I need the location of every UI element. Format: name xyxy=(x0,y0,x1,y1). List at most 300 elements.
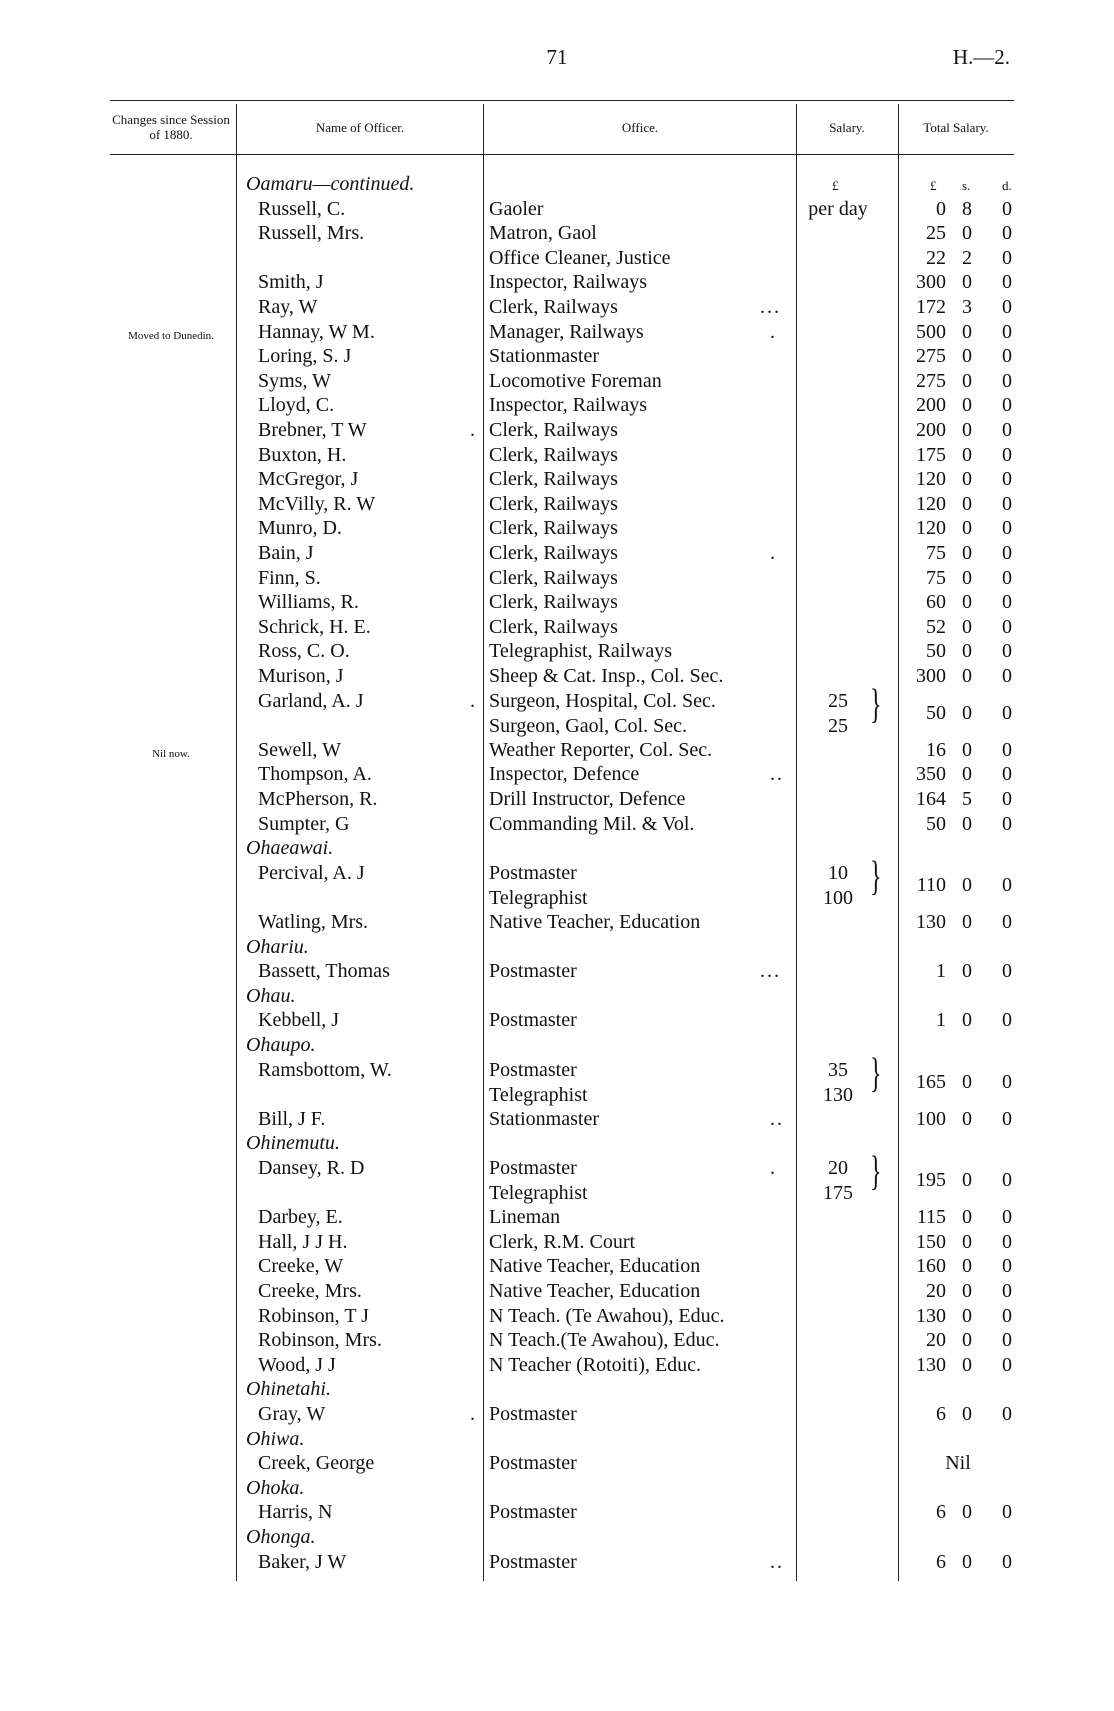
officer-name: Thompson, A. xyxy=(258,763,372,785)
total-shillings: 0 xyxy=(962,271,972,293)
place-name: Ohoka. xyxy=(246,1477,305,1499)
officer-name: Creeke, Mrs. xyxy=(258,1280,362,1302)
office-title: N Teacher (Rotoiti), Educ. xyxy=(489,1354,702,1376)
total-shillings: 0 xyxy=(962,1255,972,1277)
office-title: Matron, Gaol xyxy=(489,222,597,244)
officer-name: McGregor, J xyxy=(258,468,359,490)
total-pence: 0 xyxy=(1002,911,1012,933)
total-pounds: 50 xyxy=(926,702,946,724)
officer-row xyxy=(0,812,1114,836)
total-pounds: 160 xyxy=(916,1255,946,1277)
total-pounds: 6 xyxy=(936,1403,946,1425)
total-pounds: 350 xyxy=(916,763,946,785)
salary-value: per day xyxy=(808,198,868,220)
officer-name: Watling, Mrs. xyxy=(258,911,369,933)
office-title: Clerk, Railways xyxy=(489,468,618,490)
leader-dots: . xyxy=(470,690,477,712)
total-pence: 0 xyxy=(1002,874,1012,896)
officer-row xyxy=(0,566,1114,590)
total-pounds: 150 xyxy=(916,1231,946,1253)
place-heading xyxy=(0,935,1114,959)
change-note: Nil now. xyxy=(152,748,190,760)
officer-name: Harris, N xyxy=(258,1501,333,1523)
officer-name: Ray, W xyxy=(258,296,318,318)
total-pence: 0 xyxy=(1002,1354,1012,1376)
officer-row xyxy=(0,787,1114,811)
office-title: Clerk, Railways xyxy=(489,616,618,638)
officer-row xyxy=(0,855,1114,910)
office-title: Clerk, Railways xyxy=(489,567,618,589)
officer-row xyxy=(0,1402,1114,1426)
salary-value: 20 xyxy=(828,1157,848,1179)
officer-name: Syms, W xyxy=(258,370,331,392)
total-pence: 0 xyxy=(1002,739,1012,761)
units-total-s: s. xyxy=(962,178,971,193)
office-title: Telegraphist xyxy=(489,887,588,909)
header-rule-top xyxy=(110,100,1014,101)
total-pounds: 200 xyxy=(916,419,946,441)
officer-name: Brebner, T W xyxy=(258,419,367,441)
officer-row xyxy=(0,1254,1114,1278)
brace-icon: } xyxy=(870,683,882,728)
total-shillings: 0 xyxy=(962,1169,972,1191)
total-pence: 0 xyxy=(1002,616,1012,638)
place-heading xyxy=(0,1131,1114,1155)
officer-name: Williams, R. xyxy=(258,591,359,613)
total-pence: 0 xyxy=(1002,813,1012,835)
total-pence: 0 xyxy=(1002,1551,1012,1573)
salary-value: 100 xyxy=(823,887,853,909)
total-shillings: 0 xyxy=(962,1501,972,1523)
page-number: 71 xyxy=(546,45,568,69)
place-name: Ohonga. xyxy=(246,1526,316,1548)
total-pounds: 300 xyxy=(916,271,946,293)
total-pounds: 164 xyxy=(916,788,946,810)
total-pence: 0 xyxy=(1002,1305,1012,1327)
salary-value: 25 xyxy=(828,690,848,712)
total-shillings: 0 xyxy=(962,542,972,564)
office-title: Sheep & Cat. Insp., Col. Sec. xyxy=(489,665,724,687)
total-shillings: 0 xyxy=(962,874,972,896)
officer-name: Munro, D. xyxy=(258,517,342,539)
office-title: Telegraphist, Railways xyxy=(489,640,672,662)
officer-row xyxy=(0,1328,1114,1352)
officer-name: Wood, J J xyxy=(258,1354,336,1376)
office-title: Clerk, Railways xyxy=(489,517,618,539)
total-shillings: 2 xyxy=(962,247,972,269)
office-title: Postmaster xyxy=(489,1403,577,1425)
total-shillings: 0 xyxy=(962,591,972,613)
total-pounds: 50 xyxy=(926,813,946,835)
total-pence: 0 xyxy=(1002,1009,1012,1031)
total-pence: 0 xyxy=(1002,960,1012,982)
total-shillings: 0 xyxy=(962,665,972,687)
total-pence: 0 xyxy=(1002,1329,1012,1351)
officer-name: Schrick, H. E. xyxy=(258,616,371,638)
office-title: Native Teacher, Education xyxy=(489,911,701,933)
officer-row xyxy=(0,221,1114,245)
brace-icon: } xyxy=(870,1150,882,1195)
officer-name: Smith, J xyxy=(258,271,324,293)
officer-name: Gray, W xyxy=(258,1403,326,1425)
office-title: Native Teacher, Education xyxy=(489,1255,701,1277)
officer-name: Hannay, W M. xyxy=(258,321,375,343)
total-pence: 0 xyxy=(1002,345,1012,367)
total-pence: 0 xyxy=(1002,419,1012,441)
total-shillings: 0 xyxy=(962,813,972,835)
total-nil: Nil xyxy=(945,1452,971,1474)
officer-name: Loring, S. J xyxy=(258,345,352,367)
total-shillings: 0 xyxy=(962,1009,972,1031)
officer-row xyxy=(0,590,1114,614)
officer-name: Ross, C. O. xyxy=(258,640,350,662)
office-title: Manager, Railways xyxy=(489,321,644,343)
place-heading xyxy=(0,984,1114,1008)
place-heading xyxy=(0,1377,1114,1401)
total-pounds: 75 xyxy=(926,542,946,564)
total-shillings: 0 xyxy=(962,702,972,724)
total-shillings: 0 xyxy=(962,640,972,662)
officer-name: Robinson, Mrs. xyxy=(258,1329,382,1351)
brace-icon: } xyxy=(870,855,882,900)
officer-row xyxy=(0,1279,1114,1303)
total-shillings: 0 xyxy=(962,911,972,933)
officer-name: Bill, J F. xyxy=(258,1108,326,1130)
officer-row xyxy=(0,639,1114,663)
officer-row xyxy=(0,1230,1114,1254)
office-title: Drill Instructor, Defence xyxy=(489,788,686,810)
officer-row xyxy=(0,393,1114,417)
total-pence: 0 xyxy=(1002,640,1012,662)
leader-dots: .. xyxy=(770,1551,784,1573)
officer-row xyxy=(0,467,1114,491)
office-title: N Teach.(Te Awahou), Educ. xyxy=(489,1329,720,1351)
total-shillings: 0 xyxy=(962,444,972,466)
leader-dots: . xyxy=(770,1157,777,1179)
office-title: Commanding Mil. & Vol. xyxy=(489,813,695,835)
office-title: Inspector, Railways xyxy=(489,394,648,416)
officer-row xyxy=(0,270,1114,294)
header-name: Name of Officer. xyxy=(315,120,405,135)
total-shillings: 0 xyxy=(962,1403,972,1425)
total-pence: 0 xyxy=(1002,1280,1012,1302)
total-pence: 0 xyxy=(1002,370,1012,392)
officer-name: Sewell, W xyxy=(258,739,341,761)
total-pounds: 60 xyxy=(926,591,946,613)
total-pence: 0 xyxy=(1002,222,1012,244)
leader-dots: . xyxy=(470,419,477,441)
officer-row xyxy=(0,1205,1114,1229)
total-pence: 0 xyxy=(1002,1108,1012,1130)
total-shillings: 0 xyxy=(962,1551,972,1573)
officer-row xyxy=(0,683,1114,738)
salary-value: 10 xyxy=(828,862,848,884)
total-shillings: 0 xyxy=(962,1305,972,1327)
officer-name: Creek, George xyxy=(258,1452,375,1474)
office-title: Stationmaster xyxy=(489,1108,599,1130)
section-code: H.—2. xyxy=(952,45,1010,69)
total-pounds: 175 xyxy=(916,444,946,466)
change-note: Moved to Dunedin. xyxy=(128,330,214,342)
place-heading xyxy=(0,836,1114,860)
units-total-d: d. xyxy=(1002,178,1012,193)
total-pence: 0 xyxy=(1002,271,1012,293)
total-shillings: 0 xyxy=(962,370,972,392)
total-pounds: 6 xyxy=(936,1501,946,1523)
office-title: Postmaster xyxy=(489,1009,577,1031)
officer-row xyxy=(0,320,1114,344)
office-title: Office Cleaner, Justice xyxy=(489,247,671,269)
office-title: Surgeon, Gaol, Col. Sec. xyxy=(489,715,687,737)
office-title: Postmaster xyxy=(489,1452,577,1474)
officer-name: Dansey, R. D xyxy=(258,1157,365,1179)
officer-row xyxy=(0,1150,1114,1205)
office-title: Postmaster xyxy=(489,960,577,982)
header-office: Office. xyxy=(621,120,659,135)
total-shillings: 0 xyxy=(962,616,972,638)
total-shillings: 0 xyxy=(962,1108,972,1130)
office-title: Gaoler xyxy=(489,198,544,220)
officer-row xyxy=(0,541,1114,565)
officer-row xyxy=(0,344,1114,368)
total-pounds: 25 xyxy=(926,222,946,244)
leader-dots: .. xyxy=(770,763,784,785)
total-pence: 0 xyxy=(1002,591,1012,613)
total-pounds: 100 xyxy=(916,1108,946,1130)
total-pounds: 6 xyxy=(936,1551,946,1573)
place-name: Ohau. xyxy=(246,985,296,1007)
total-pence: 0 xyxy=(1002,1403,1012,1425)
salary-value: 35 xyxy=(828,1059,848,1081)
place-name: Ohaupo. xyxy=(246,1034,316,1056)
total-pence: 0 xyxy=(1002,468,1012,490)
total-pence: 0 xyxy=(1002,1231,1012,1253)
officer-row xyxy=(0,1052,1114,1107)
officer-row xyxy=(0,1304,1114,1328)
officer-name: Garland, A. J xyxy=(258,690,364,712)
office-title: Clerk, R.M. Court xyxy=(489,1231,636,1253)
total-shillings: 0 xyxy=(962,419,972,441)
officer-name: Kebbell, J xyxy=(258,1009,340,1031)
leader-dots: ... xyxy=(760,960,781,982)
officer-name: McVilly, R. W xyxy=(258,493,376,515)
total-pounds: 300 xyxy=(916,665,946,687)
officer-name: Russell, Mrs. xyxy=(258,222,365,244)
total-pence: 0 xyxy=(1002,247,1012,269)
total-pounds: 0 xyxy=(936,198,946,220)
salary-value: 130 xyxy=(823,1084,853,1106)
office-title: Postmaster xyxy=(489,1157,577,1179)
total-pence: 0 xyxy=(1002,542,1012,564)
total-shillings: 0 xyxy=(962,1280,972,1302)
officer-row xyxy=(0,246,1114,270)
leader-dots: .. xyxy=(770,1108,784,1130)
total-shillings: 8 xyxy=(962,198,972,220)
office-title: Clerk, Railways xyxy=(489,591,618,613)
officer-row xyxy=(0,615,1114,639)
office-title: Clerk, Railways xyxy=(489,419,618,441)
total-shillings: 0 xyxy=(962,1071,972,1093)
total-pence: 0 xyxy=(1002,702,1012,724)
total-pence: 0 xyxy=(1002,665,1012,687)
total-shillings: 0 xyxy=(962,517,972,539)
total-pounds: 75 xyxy=(926,567,946,589)
officer-name: Darbey, E. xyxy=(258,1206,343,1228)
total-pounds: 1 xyxy=(936,960,946,982)
officer-row xyxy=(0,369,1114,393)
officer-row xyxy=(0,295,1114,319)
total-pounds: 165 xyxy=(916,1071,946,1093)
office-title: Postmaster xyxy=(489,862,577,884)
officer-row xyxy=(0,443,1114,467)
officer-name: Russell, C. xyxy=(258,198,346,220)
total-pounds: 1 xyxy=(936,1009,946,1031)
officer-name: McPherson, R. xyxy=(258,788,378,810)
total-pence: 0 xyxy=(1002,1169,1012,1191)
officer-row xyxy=(0,1451,1114,1475)
total-pounds: 52 xyxy=(926,616,946,638)
total-shillings: 0 xyxy=(962,394,972,416)
total-shillings: 5 xyxy=(962,788,972,810)
total-pounds: 500 xyxy=(916,321,946,343)
place-heading xyxy=(0,1033,1114,1057)
office-title: Clerk, Railways xyxy=(489,296,618,318)
officer-name: Buxton, H. xyxy=(258,444,347,466)
leader-dots: . xyxy=(770,542,777,564)
place-name: Oamaru—continued. xyxy=(246,173,415,195)
place-name: Ohinetahi. xyxy=(246,1378,331,1400)
place-name: Ohiwa. xyxy=(246,1428,305,1450)
leader-dots: . xyxy=(470,1403,477,1425)
total-pounds: 130 xyxy=(916,1354,946,1376)
officer-row xyxy=(0,762,1114,786)
officer-row xyxy=(0,738,1114,762)
total-pence: 0 xyxy=(1002,493,1012,515)
header-total: Total Salary. xyxy=(923,120,989,135)
officer-row xyxy=(0,1008,1114,1032)
place-heading xyxy=(0,1476,1114,1500)
officer-name: Bassett, Thomas xyxy=(258,960,390,982)
officer-row xyxy=(0,197,1114,221)
officer-name: Baker, J W xyxy=(258,1551,347,1573)
total-pounds: 22 xyxy=(926,247,946,269)
office-title: Clerk, Railways xyxy=(489,444,618,466)
total-shillings: 3 xyxy=(962,296,972,318)
total-pounds: 172 xyxy=(916,296,946,318)
total-pence: 0 xyxy=(1002,394,1012,416)
place-name: Ohaeawai. xyxy=(246,837,334,859)
total-pence: 0 xyxy=(1002,567,1012,589)
officer-name: Ramsbottom, W. xyxy=(258,1059,392,1081)
place-name: Ohinemutu. xyxy=(246,1132,340,1154)
total-pounds: 115 xyxy=(916,1206,946,1228)
units-total-pounds: £ xyxy=(930,178,937,193)
officer-row xyxy=(0,1353,1114,1377)
total-shillings: 0 xyxy=(962,960,972,982)
total-pounds: 195 xyxy=(916,1169,946,1191)
total-pounds: 120 xyxy=(916,517,946,539)
total-shillings: 0 xyxy=(962,763,972,785)
office-title: N Teach. (Te Awahou), Educ. xyxy=(489,1305,725,1327)
total-pence: 0 xyxy=(1002,1206,1012,1228)
office-title: Postmaster xyxy=(489,1551,577,1573)
total-pence: 0 xyxy=(1002,763,1012,785)
place-heading xyxy=(0,172,1114,196)
total-shillings: 0 xyxy=(962,1206,972,1228)
total-pounds: 20 xyxy=(926,1329,946,1351)
office-title: Postmaster xyxy=(489,1059,577,1081)
office-title: Stationmaster xyxy=(489,345,599,367)
officer-row xyxy=(0,1500,1114,1524)
total-pounds: 16 xyxy=(926,739,946,761)
officer-name: Percival, A. J xyxy=(258,862,365,884)
officer-name: Bain, J xyxy=(258,542,314,564)
place-heading xyxy=(0,1525,1114,1549)
total-shillings: 0 xyxy=(962,1354,972,1376)
officer-name: Robinson, T J xyxy=(258,1305,369,1327)
office-title: Clerk, Railways xyxy=(489,493,618,515)
total-pence: 0 xyxy=(1002,788,1012,810)
office-title: Weather Reporter, Col. Sec. xyxy=(489,739,713,761)
total-pounds: 130 xyxy=(916,911,946,933)
total-pounds: 275 xyxy=(916,345,946,367)
officer-name: Finn, S. xyxy=(258,567,321,589)
office-title: Inspector, Defence xyxy=(489,763,640,785)
officer-row xyxy=(0,516,1114,540)
total-shillings: 0 xyxy=(962,321,972,343)
office-title: Lineman xyxy=(489,1206,561,1228)
officer-row xyxy=(0,1550,1114,1574)
officer-row xyxy=(0,418,1114,442)
officer-row xyxy=(0,910,1114,934)
total-pounds: 20 xyxy=(926,1280,946,1302)
office-title: Inspector, Railways xyxy=(489,271,648,293)
salary-value: 175 xyxy=(823,1182,853,1204)
total-pence: 0 xyxy=(1002,321,1012,343)
total-pounds: 200 xyxy=(916,394,946,416)
leader-dots: ... xyxy=(760,296,781,318)
salary-value: 25 xyxy=(828,715,848,737)
total-shillings: 0 xyxy=(962,345,972,367)
officer-row xyxy=(0,492,1114,516)
total-shillings: 0 xyxy=(962,1329,972,1351)
units-salary: £ xyxy=(832,178,839,193)
total-shillings: 0 xyxy=(962,493,972,515)
officer-name: Creeke, W xyxy=(258,1255,344,1277)
total-pounds: 130 xyxy=(916,1305,946,1327)
office-title: Telegraphist xyxy=(489,1084,588,1106)
total-pence: 0 xyxy=(1002,198,1012,220)
officer-name: Sumpter, G xyxy=(258,813,350,835)
total-pounds: 120 xyxy=(916,493,946,515)
officer-row xyxy=(0,664,1114,688)
office-title: Native Teacher, Education xyxy=(489,1280,701,1302)
office-title: Clerk, Railways xyxy=(489,542,618,564)
total-shillings: 0 xyxy=(962,739,972,761)
total-pounds: 275 xyxy=(916,370,946,392)
total-pence: 0 xyxy=(1002,1501,1012,1523)
place-name: Ohariu. xyxy=(246,936,309,958)
total-pence: 0 xyxy=(1002,444,1012,466)
officer-row xyxy=(0,959,1114,983)
total-shillings: 0 xyxy=(962,1231,972,1253)
total-shillings: 0 xyxy=(962,222,972,244)
total-pence: 0 xyxy=(1002,517,1012,539)
office-title: Telegraphist xyxy=(489,1182,588,1204)
total-pounds: 110 xyxy=(916,874,946,896)
office-title: Surgeon, Hospital, Col. Sec. xyxy=(489,690,716,712)
officer-row xyxy=(0,1107,1114,1131)
